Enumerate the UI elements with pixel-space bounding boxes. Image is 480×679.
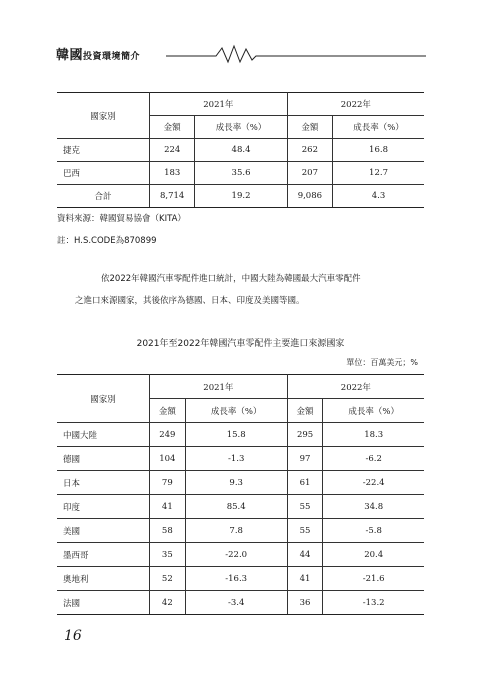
heartbeat-line-icon <box>166 44 426 64</box>
country-cell: 奧地利 <box>57 567 150 591</box>
unit-label: 單位：百萬美元；% <box>346 358 418 367</box>
table-row-total <box>57 185 424 208</box>
header-title-sub: 投資環境簡介 <box>83 52 141 62</box>
amount-cell: 41 <box>150 495 186 519</box>
country-cell: 美國 <box>57 519 150 543</box>
amount-cell: 79 <box>150 471 186 495</box>
amount-cell: 295 <box>287 423 323 447</box>
growth-cell: 4.3 <box>333 185 424 208</box>
growth-cell: -1.3 <box>185 447 287 471</box>
country-cell: 中國大陸 <box>57 423 150 447</box>
growth-cell: 16.8 <box>333 139 424 162</box>
hs-code-note: 註：H.S.CODE為870899 <box>57 236 157 246</box>
table-title: 2021年至2022年韓國汽車零配件主要進口來源國家 <box>136 339 345 349</box>
country-header: 國家別 <box>57 93 150 139</box>
growth-cell: 12.7 <box>333 162 424 185</box>
table-row <box>57 139 424 162</box>
trade-table-1 <box>57 92 424 208</box>
growth-cell: 20.4 <box>323 543 424 567</box>
growth-cell: -21.6 <box>323 567 424 591</box>
country-cell: 日本 <box>57 471 150 495</box>
table-row <box>57 471 424 495</box>
growth-cell: 9.3 <box>185 471 287 495</box>
amount-cell: 61 <box>287 471 323 495</box>
header-title <box>56 44 140 63</box>
amount-header: 金額 <box>287 399 323 423</box>
amount-cell: 41 <box>287 567 323 591</box>
growth-cell: 7.8 <box>185 519 287 543</box>
growth-cell: -5.8 <box>323 519 424 543</box>
country-cell: 墨西哥 <box>57 543 150 567</box>
growth-cell: 34.8 <box>323 495 424 519</box>
amount-cell: 183 <box>150 162 195 185</box>
running-header <box>56 44 426 64</box>
amount-cell: 207 <box>287 162 332 185</box>
amount-cell: 44 <box>287 543 323 567</box>
growth-cell: 35.6 <box>195 162 287 185</box>
amount-cell: 36 <box>287 591 323 615</box>
year-2021-header: 2021年 <box>150 375 288 399</box>
growth-cell: 18.3 <box>323 423 424 447</box>
table-row <box>57 162 424 185</box>
amount-header: 金額 <box>150 399 186 423</box>
growth-cell: -3.4 <box>185 591 287 615</box>
page-number: 16 <box>64 628 82 644</box>
amount-header: 金額 <box>150 116 195 139</box>
growth-cell: 85.4 <box>185 495 287 519</box>
source-note: 資料來源：韓國貿易協會（KITA） <box>57 214 186 224</box>
body-paragraph <box>75 268 430 312</box>
year-2022-header: 2022年 <box>287 375 424 399</box>
amount-cell: 224 <box>150 139 195 162</box>
growth-header: 成長率（%） <box>185 399 287 423</box>
country-cell: 巴西 <box>57 162 150 185</box>
growth-cell: -6.2 <box>323 447 424 471</box>
amount-cell: 9,086 <box>287 185 332 208</box>
amount-cell: 8,714 <box>150 185 195 208</box>
paragraph-line: 之進口來源國家，其後依序為德國、日本、印度及美國等國。 <box>75 296 305 306</box>
amount-cell: 52 <box>150 567 186 591</box>
amount-header: 金額 <box>287 116 332 139</box>
amount-cell: 55 <box>287 519 323 543</box>
amount-cell: 55 <box>287 495 323 519</box>
growth-cell: -22.4 <box>323 471 424 495</box>
year-2022-header: 2022年 <box>287 93 424 116</box>
country-header: 國家別 <box>57 375 150 423</box>
table-row <box>57 591 424 615</box>
country-cell: 德國 <box>57 447 150 471</box>
growth-cell: 19.2 <box>195 185 287 208</box>
year-2021-header: 2021年 <box>150 93 288 116</box>
table-row <box>57 495 424 519</box>
amount-cell: 249 <box>150 423 186 447</box>
table-row <box>57 543 424 567</box>
amount-cell: 58 <box>150 519 186 543</box>
growth-header: 成長率（%） <box>195 116 287 139</box>
amount-cell: 35 <box>150 543 186 567</box>
growth-cell: -22.0 <box>185 543 287 567</box>
amount-cell: 97 <box>287 447 323 471</box>
amount-cell: 104 <box>150 447 186 471</box>
table-row <box>57 567 424 591</box>
table-row <box>57 423 424 447</box>
growth-cell: -13.2 <box>323 591 424 615</box>
amount-cell: 42 <box>150 591 186 615</box>
total-label: 合計 <box>57 185 150 208</box>
country-cell: 捷克 <box>57 139 150 162</box>
table-row <box>57 447 424 471</box>
growth-header: 成長率（%） <box>333 116 424 139</box>
growth-cell: 15.8 <box>185 423 287 447</box>
paragraph-line: 依2022年韓國汽車零配件進口統計，中國大陸為韓國最大汽車零配件 <box>101 274 361 284</box>
growth-header: 成長率（%） <box>323 399 424 423</box>
country-cell: 印度 <box>57 495 150 519</box>
growth-cell: 48.4 <box>195 139 287 162</box>
trade-table-2 <box>57 374 424 615</box>
country-cell: 法國 <box>57 591 150 615</box>
table-row <box>57 519 424 543</box>
amount-cell: 262 <box>287 139 332 162</box>
growth-cell: -16.3 <box>185 567 287 591</box>
header-title-main: 韓國 <box>56 48 84 63</box>
